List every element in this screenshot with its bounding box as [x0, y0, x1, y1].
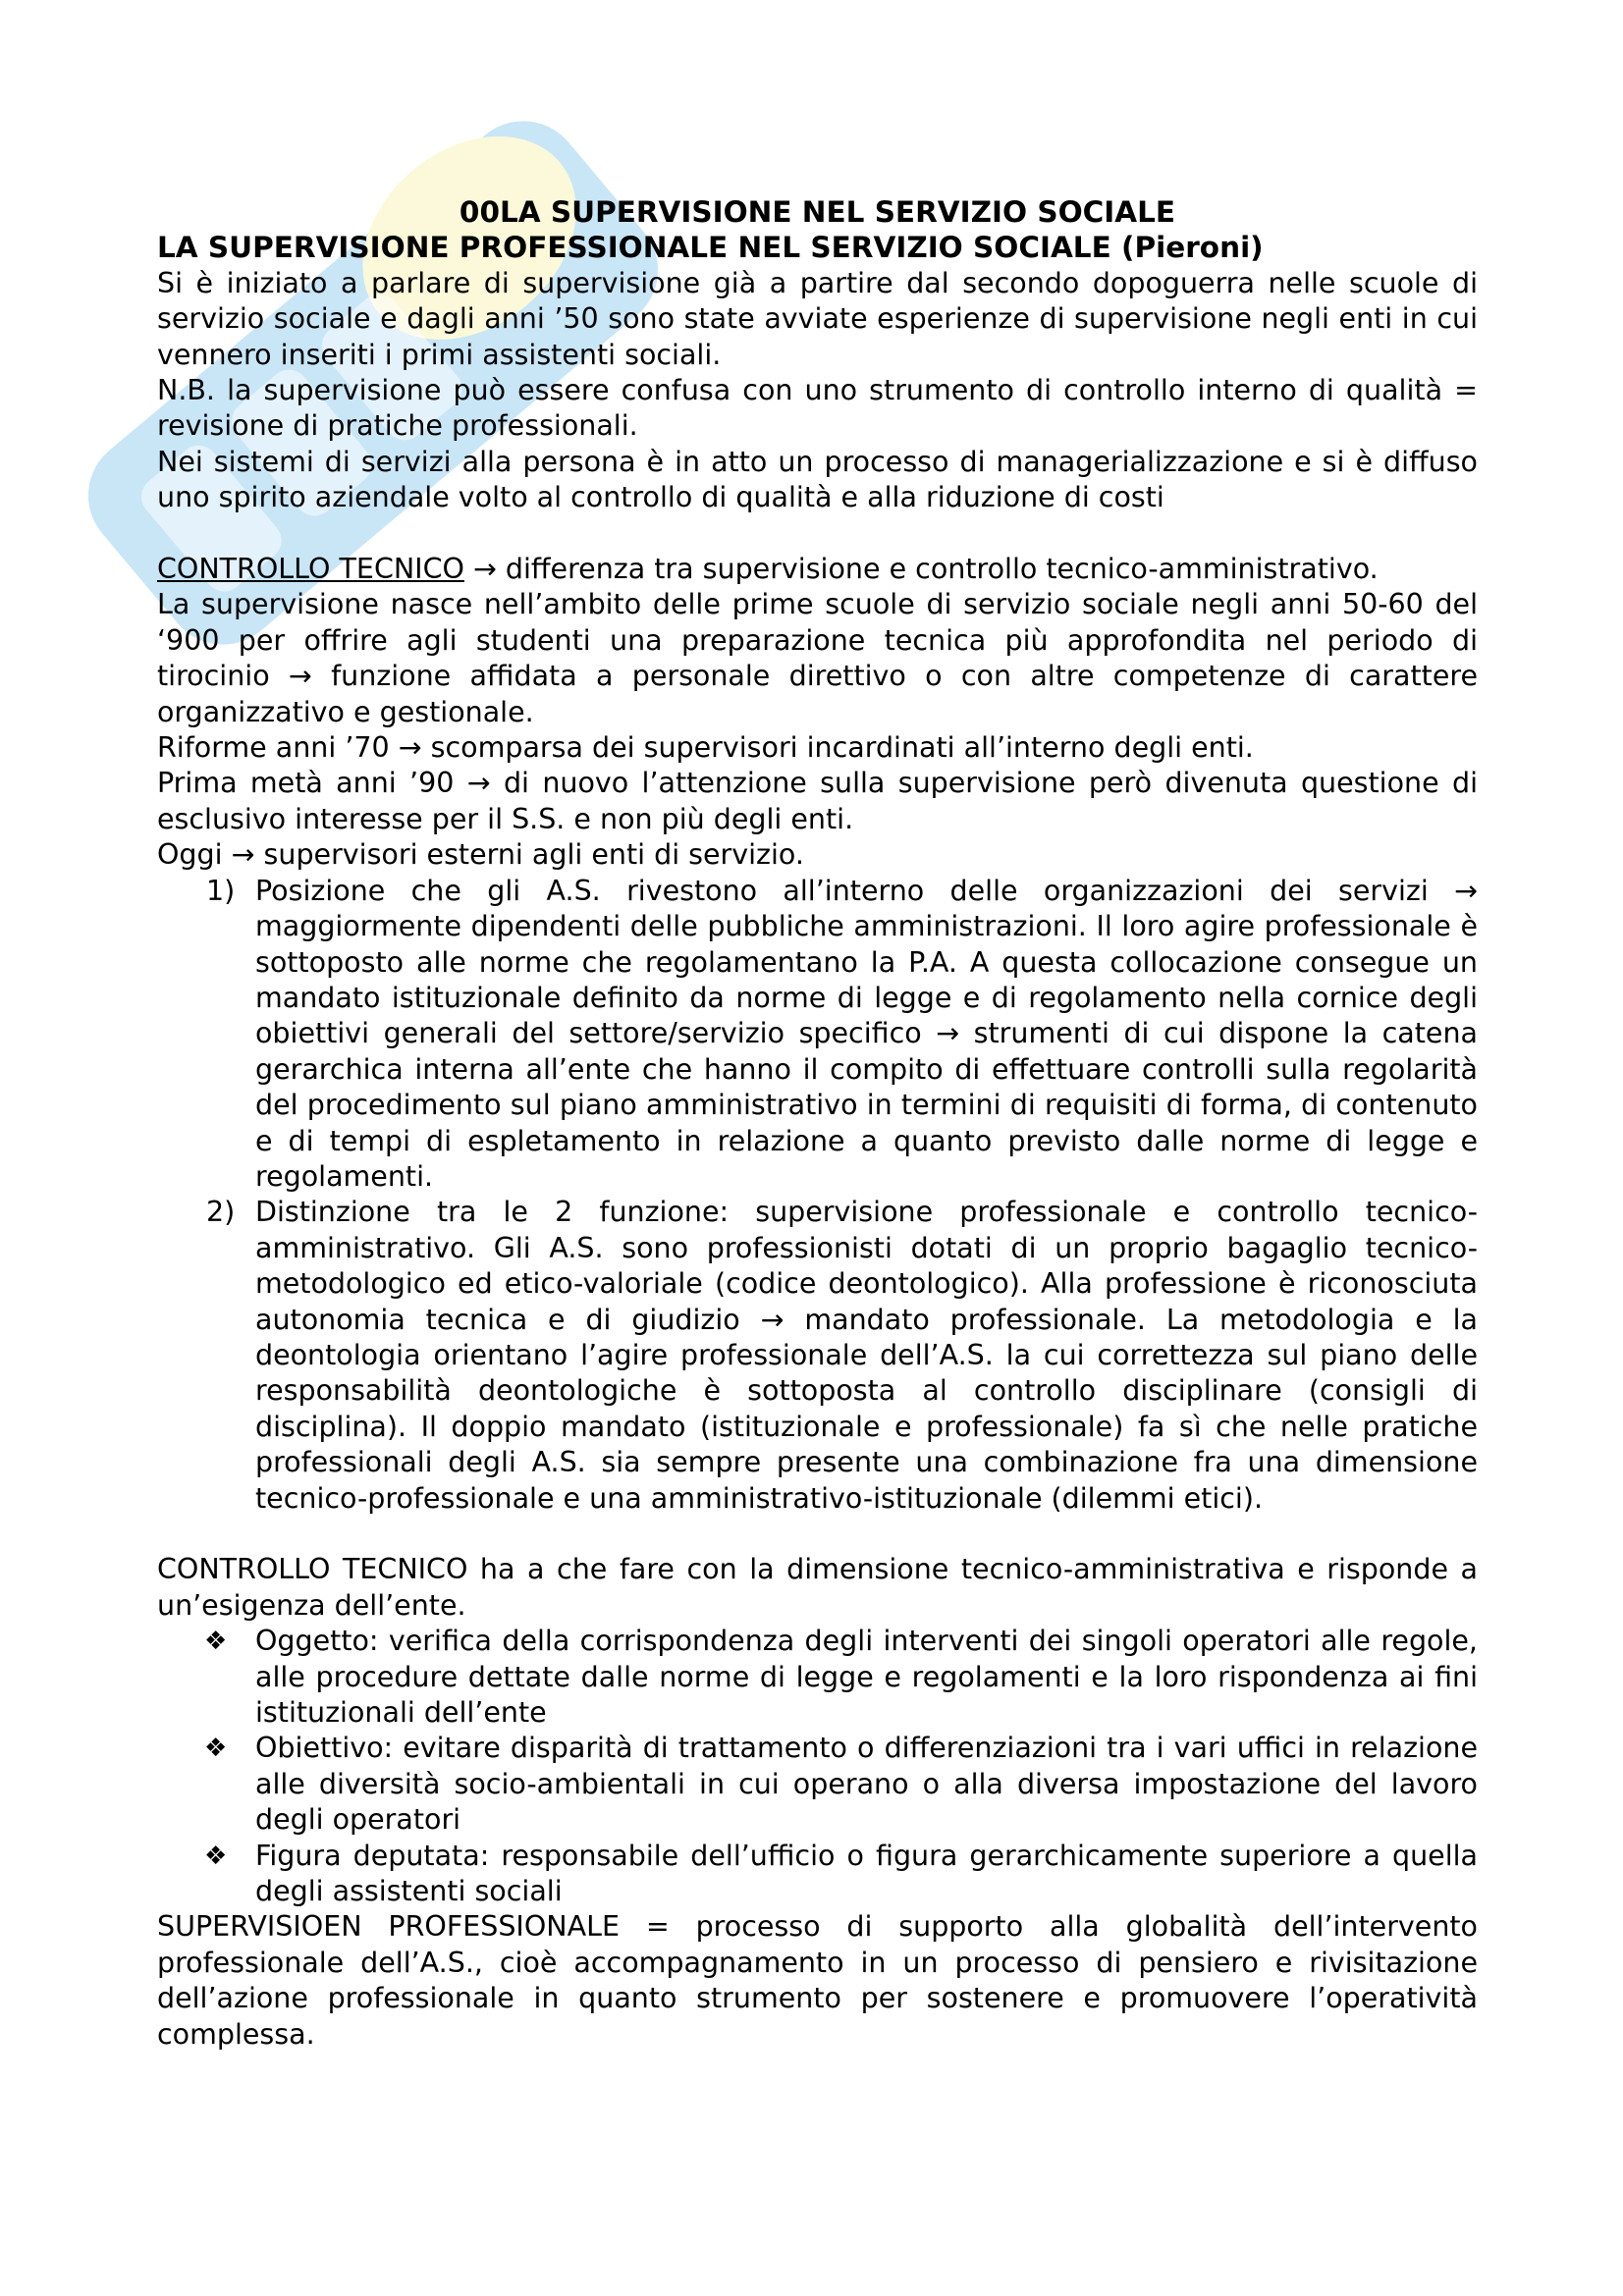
- controllo-tecnico-heading: [157, 552, 1478, 587]
- intro-paragraph: Si è iniziato a parlare di supervisione già a partire dal secondo dopoguerra nelle scuole di servizio sociale e dagli anni ’50 sono state avviate esperienze di supervisione negli enti in cui vennero inseriti i primi assistenti sociali.: [157, 266, 1478, 371]
- history-paragraph: Riforme anni ’70 → scomparsa dei supervisori incardinati all’interno degli enti.: [157, 731, 1254, 765]
- bullet-list: [157, 1624, 1478, 1909]
- document-subtitle: LA SUPERVISIONE PROFESSIONALE NEL SERVIZIO SOCIALE (Pieroni): [157, 231, 1264, 265]
- diamond-bullet-icon: ❖: [204, 1841, 228, 1871]
- controllo-tecnico-rest: → differenza tra supervisione e controllo tecnico-amministrativo.: [463, 553, 1379, 586]
- diamond-bullet-icon: ❖: [204, 1734, 228, 1764]
- list-number: 1): [206, 874, 236, 907]
- intro-paragraph: Nei sistemi di servizi alla persona è in atto un processo di managerializzazione e si è diffuso uno spirito aziendale volto al controllo di qualità e alla riduzione di costi: [157, 445, 1478, 514]
- blank-line: [157, 516, 1478, 552]
- document-page: [157, 194, 1478, 2053]
- list-item-text: Oggetto: verifica della corrispondenza degli interventi dei singoli operatori alle regole, alle procedure dettate dalle norme di legge e regolamenti e la loro rispondenza ai fini istituzionali dell’ente: [255, 1625, 1478, 1730]
- numbered-list-item: [157, 1195, 1478, 1517]
- list-item-text: Distinzione tra le 2 funzione: supervisione professionale e controllo tecnico-amministrativo. Gli A.S. sono professionisti dotati di un proprio bagaglio tecnico-metodologico ed etico-valoriale (codice deontologico). Alla professione è riconosciuta autonomia tecnica e di giudizio → mandato professionale. La metodologia e la deontologia orientano l’agire professionale dell’A.S. la cui correttezza sul piano delle responsabilità deontologiche è sottoposta al controllo disciplinare (consigli di disciplina). Il doppio mandato (istituzionale e professionale) fa sì che nelle pratiche professionali degli A.S. sia sempre presente una combinazione fra una dimensione tecnico-professionale e una amministrativo-istituzionale (dilemmi etici).: [255, 1196, 1478, 1515]
- history-paragraph: Prima metà anni ’90 → di nuovo l’attenzione sulla supervisione però divenuta questione di esclusivo interesse per il S.S. e non più degli enti.: [157, 767, 1478, 835]
- list-item-text: Posizione che gli A.S. rivestono all’interno delle organizzazioni dei servizi → maggiormente dipendenti delle pubbliche amministrazioni. Il loro agire professionale è sottoposto alle norme che regolamentano la P.A. A questa collocazione consegue un mandato istituzionale definito da norme di legge e di regolamento nella cornice degli obiettivi generali del settore/servizio specifico → strumenti di cui dispone la catena gerarchica interna all’ente che hanno il compito di effettuare controlli sulla regolarità del procedimento sul piano amministrativo in termini di requisiti di forma, di contenuto e di tempi di espletamento in relazione a quanto previsto dalle norme di legge e regolamenti.: [255, 874, 1478, 1193]
- list-number: 2): [206, 1196, 236, 1229]
- bullet-list-item: [157, 1624, 1478, 1731]
- bullet-list-item: [157, 1839, 1478, 1910]
- document-title: 00LA SUPERVISIONE NEL SERVIZIO SOCIALE: [459, 195, 1176, 229]
- numbered-list: [157, 874, 1478, 1517]
- supervisione-professionale-paragraph: SUPERVISIOEN PROFESSIONALE = processo di supporto alla globalità dell’intervento professionale dell’A.S., cioè accompagnamento in un processo di pensiero e rivisitazione dell’azione professionale in quanto strumento per sostenere e promuovere l’operatività complessa.: [157, 1910, 1478, 2051]
- list-item-text: Figura deputata: responsabile dell’ufficio o figura gerarchicamente superiore a quella degli assistenti sociali: [255, 1839, 1478, 1908]
- numbered-list-item: [157, 874, 1478, 1196]
- history-paragraph: La supervisione nasce nell’ambito delle prime scuole di servizio sociale negli anni 50-60 del ‘900 per offrire agli studenti una preparazione tecnica più approfondita nel periodo di tirocinio → funzione affidata a personale direttivo o con altre competenze di carattere organizzativo e gestionale.: [157, 588, 1478, 728]
- list-item-text: Obiettivo: evitare disparità di trattamento o differenziazioni tra i vari uffici in relazione alle diversità socio-ambientali in cui operano o alla diversa impostazione del lavoro degli operatori: [255, 1732, 1478, 1837]
- controllo-tecnico-paragraph: CONTROLLO TECNICO ha a che fare con la dimensione tecnico-amministrativa e risponde a un’esigenza dell’ente.: [157, 1553, 1478, 1622]
- diamond-bullet-icon: ❖: [204, 1627, 228, 1657]
- controllo-tecnico-label: CONTROLLO TECNICO: [157, 553, 464, 586]
- bullet-list-item: [157, 1731, 1478, 1838]
- blank-line: [157, 1517, 1478, 1552]
- intro-paragraph: N.B. la supervisione può essere confusa con uno strumento di controllo interno di qualità = revisione di pratiche professionali.: [157, 374, 1478, 443]
- history-paragraph: Oggi → supervisori esterni agli enti di servizio.: [157, 838, 804, 872]
